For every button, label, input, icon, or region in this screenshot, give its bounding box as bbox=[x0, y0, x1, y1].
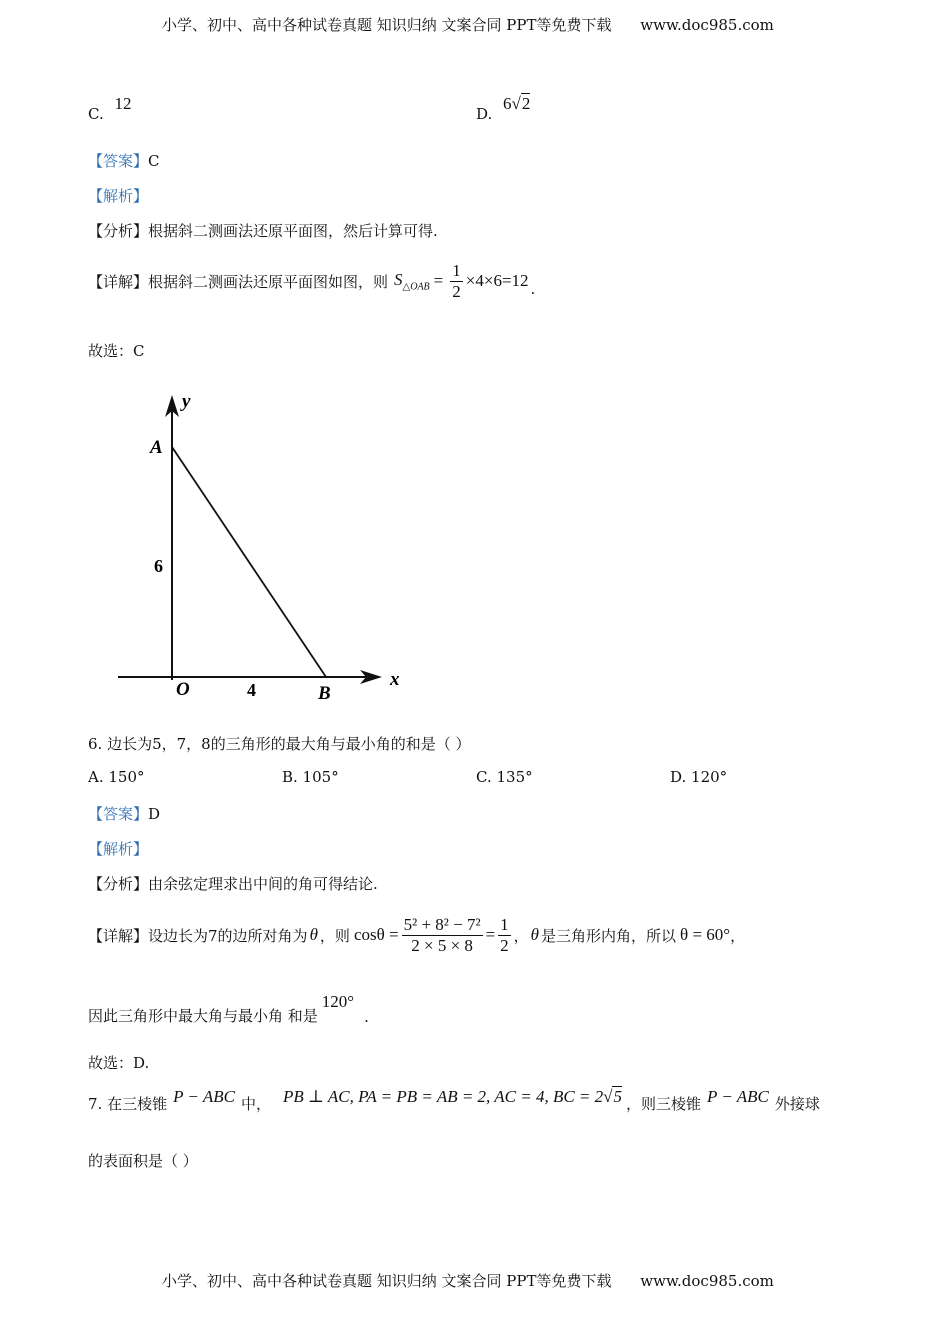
q6-option-d: D. 120° bbox=[670, 768, 728, 786]
q6-fenxi: 【分析】由余弦定理求出中间的角可得结论. bbox=[88, 875, 378, 893]
q6-stem: 6. 边长为5，7，8的三角形的最大角与最小角的和是（ ） bbox=[88, 735, 471, 753]
area-formula: $S_{\triangle OAB}$ bbox=[394, 269, 430, 293]
theta-value: θ = 60° bbox=[680, 925, 731, 944]
fraction-half: $\frac{1}{2}$ bbox=[500, 914, 509, 955]
length-4-label: 4 bbox=[247, 680, 256, 700]
page-header bbox=[162, 14, 774, 35]
triangle-figure bbox=[110, 385, 410, 710]
fraction-half: $\frac{1}{2}$ bbox=[452, 260, 461, 301]
header-site-link[interactable]: www.doc985.com bbox=[640, 16, 774, 34]
point-a-label: A bbox=[150, 437, 163, 458]
q6-analysis-tag: 【解析】 bbox=[88, 840, 149, 858]
length-6-label: 6 bbox=[154, 556, 163, 576]
q7-line2: 的表面积是（ ） bbox=[88, 1152, 198, 1170]
q6-answer: 【答案】D bbox=[88, 805, 161, 823]
footer-site-link[interactable]: www.doc985.com bbox=[640, 1272, 774, 1290]
x-axis-label: x bbox=[390, 669, 400, 690]
q5-choose: 故选：C bbox=[88, 342, 145, 360]
q7-stem: 7. 在三棱锥 P − ABC 中， PB ⊥ AC, PA = PB = AB = 2, AC = 4, BC = 2√5 ，则三棱锥 P − ABC 外接球 bbox=[88, 1087, 820, 1113]
footer-text: 小学、初中、高中各种试卷真题 知识归纳 文案合同 PPT等免费下载 bbox=[162, 1272, 612, 1290]
fraction-cosine: $\frac{\text{5² + 8² − 7²}}{2 \times 5 \times 8}$ bbox=[403, 914, 481, 955]
q6-option-a: A. 150° bbox=[88, 768, 145, 786]
option-value: 12 bbox=[114, 94, 132, 113]
option-label: C. bbox=[88, 105, 104, 123]
cos-formula: cosθ = bbox=[353, 925, 399, 944]
option-label: D. bbox=[476, 105, 493, 123]
option-value: 6√2 bbox=[503, 94, 531, 113]
segment-ab bbox=[172, 447, 326, 677]
point-o-label: O bbox=[176, 679, 190, 700]
y-axis-label: y bbox=[182, 391, 191, 412]
q6-option-c: C. 135° bbox=[476, 768, 533, 786]
q5-analysis-tag: 【解析】 bbox=[88, 187, 149, 205]
q5-fenxi: 【分析】根据斜二测画法还原平面图，然后计算可得. bbox=[88, 222, 438, 240]
q5-option-d bbox=[476, 94, 531, 123]
q6-choose: 故选：D. bbox=[88, 1054, 150, 1072]
q6-conclusion: 因此三角形中最大角与最小角 和是 120° . bbox=[88, 992, 369, 1026]
q6-detail: 【详解】 设边长为7的边所对角为 θ ，则 cosθ = $\frac{\text{5² + 8² − 7²}}{2 \times 5 \times 8}$ = $\frac{1}{2}$ ， θ 是三角形内角，所以 θ = 60° ， bbox=[88, 914, 746, 955]
q5-option-c bbox=[88, 94, 132, 123]
point-b-label: B bbox=[318, 683, 331, 704]
q6-option-b: B. 105° bbox=[282, 768, 339, 786]
q7-conditions: PB ⊥ AC, PA = PB = AB = 2, AC = 4, BC = 2√5 bbox=[282, 1087, 622, 1106]
page-footer bbox=[162, 1270, 774, 1291]
header-text: 小学、初中、高中各种试卷真题 知识归纳 文案合同 PPT等免费下载 bbox=[162, 16, 612, 34]
q5-answer: 【答案】C bbox=[88, 152, 160, 170]
q5-detail: 【详解】 根据斜二测画法还原平面图如图，则 $S_{\triangle OAB}$ = $\frac{1}{2}$ ×4×6=12 . bbox=[88, 260, 536, 301]
